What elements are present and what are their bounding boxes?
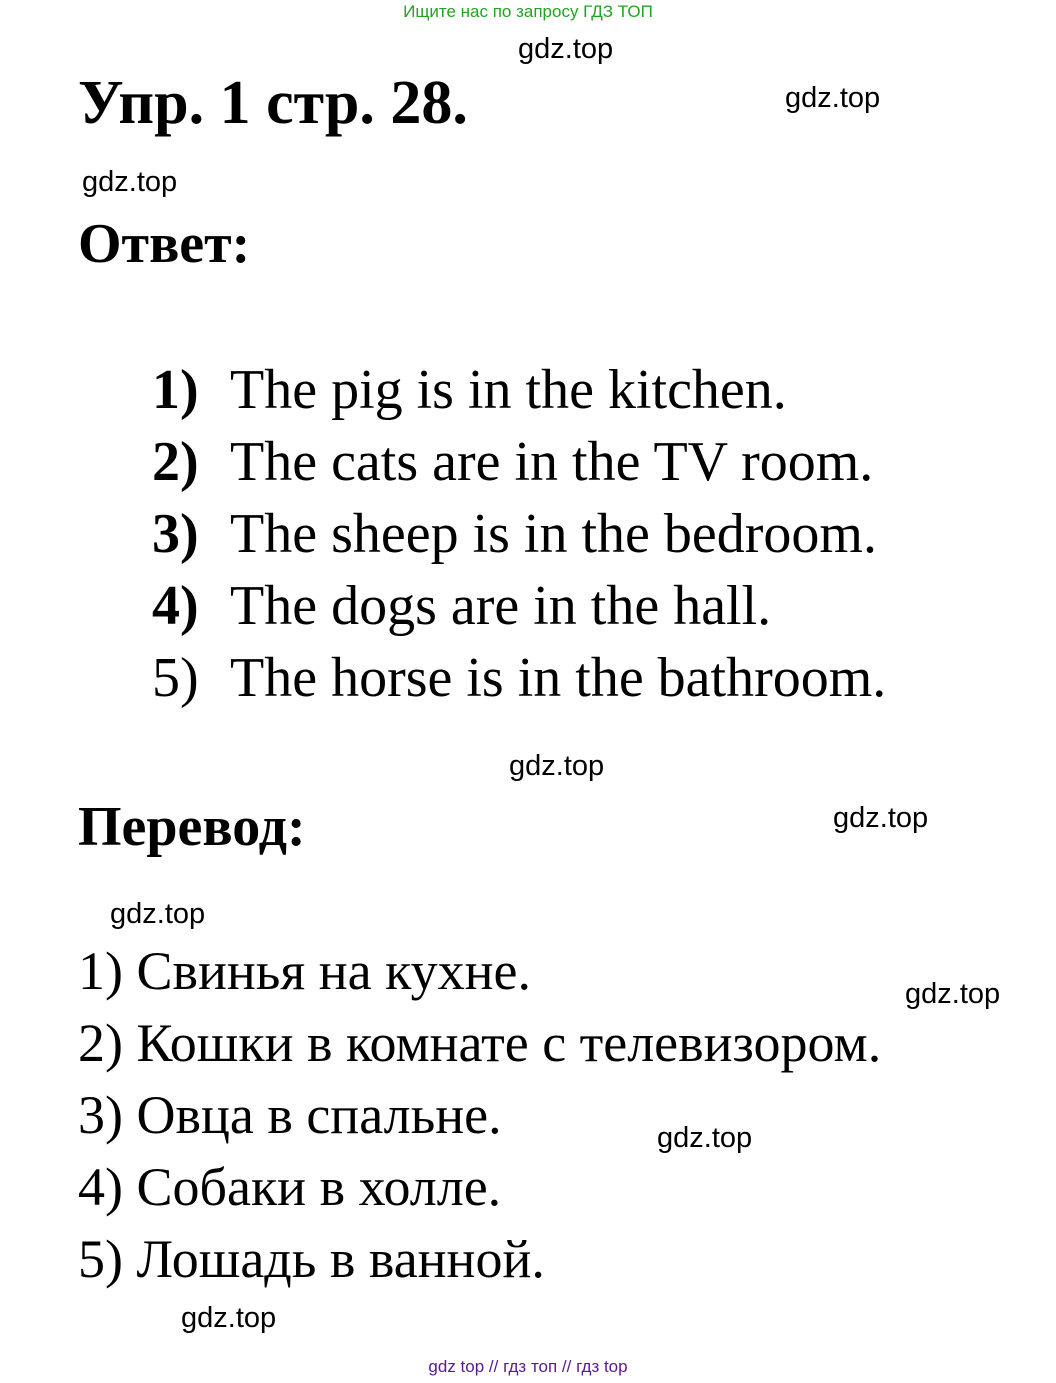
watermark: gdz.top <box>833 802 929 834</box>
translation-item: 5) Лошадь в ванной. <box>78 1229 545 1289</box>
answer-text: The horse is in the bathroom. <box>230 647 887 709</box>
translation-item: 2) Кошки в комнате с телевизором. <box>78 1013 882 1073</box>
answer-number: 4) <box>152 575 199 637</box>
watermark: gdz.top <box>82 166 178 198</box>
answer-text: The pig is in the kitchen. <box>230 359 787 421</box>
answer-item <box>152 358 787 422</box>
answer-text: The sheep is in the bedroom. <box>230 503 877 565</box>
watermark: gdz.top <box>785 82 881 114</box>
translation-item: 3) Овца в спальне. <box>78 1085 502 1145</box>
watermark: gdz.top <box>509 750 605 782</box>
translation-item: 1) Свинья на кухне. <box>78 941 531 1001</box>
answer-number: 3) <box>152 503 199 565</box>
watermark: gdz.top <box>518 33 614 65</box>
answer-text: The cats are in the TV room. <box>230 431 874 493</box>
watermark: gdz.top <box>905 978 1001 1010</box>
answer-number: 1) <box>152 359 199 421</box>
translation-heading: Перевод: <box>78 796 306 858</box>
page-title: Упр. 1 стр. 28. <box>78 69 468 137</box>
watermark: gdz.top <box>657 1122 753 1154</box>
answer-heading: Ответ: <box>78 213 251 275</box>
footer-links[interactable]: gdz top // гдз топ // гдз top <box>428 1357 628 1376</box>
answer-number: 5) <box>152 647 199 709</box>
answer-number: 2) <box>152 431 199 493</box>
answer-item <box>152 574 771 638</box>
answer-text: The dogs are in the hall. <box>230 575 772 637</box>
answer-item <box>152 430 873 494</box>
top-banner[interactable]: Ищите нас по запросу ГДЗ ТОП <box>403 2 653 21</box>
watermark: gdz.top <box>110 898 206 930</box>
translation-item: 4) Собаки в холле. <box>78 1157 502 1217</box>
answer-item <box>152 646 886 710</box>
watermark: gdz.top <box>181 1302 277 1334</box>
answer-item <box>152 502 877 566</box>
